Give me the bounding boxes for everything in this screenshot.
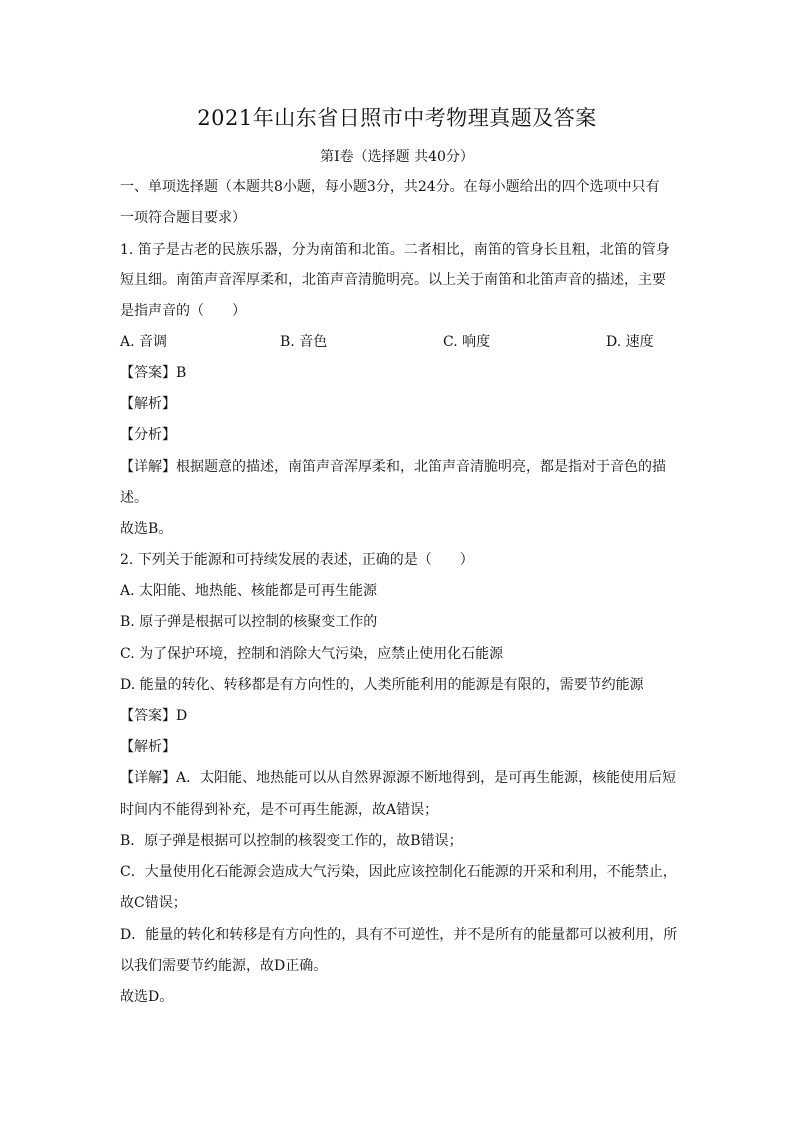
- q2-option-a: A. 太阳能、地热能、核能都是可再生能源: [120, 583, 378, 599]
- q2-conclusion: 故选D。: [120, 989, 174, 1005]
- q2-analysis-label: 【解析】: [120, 739, 176, 755]
- q1-answer: 【答案】B: [120, 365, 187, 381]
- q1-stem-line-1: 1. 笛子是古老的民族乐器，分为南笛和北笛。二者相比，南笛的管身长且粗，北笛的管身: [120, 242, 670, 258]
- q1-options: [120, 332, 680, 352]
- q1-detail-line-2: 述。: [120, 490, 148, 506]
- q2-detail-line-4: C．大量使用化石能源会造成大气污染，因此应该控制化石能源的开采和利用，不能禁止，: [120, 864, 677, 880]
- q1-option-d: D. 速度: [606, 334, 654, 350]
- q2-option-b: B. 原子弹是根据可以控制的核聚变工作的: [120, 614, 378, 630]
- q2-detail-line-6: D．能量的转化和转移是有方向性的，具有不可逆性，并不是所有的能量都可以被利用，所: [120, 927, 678, 943]
- section-heading-line-1: 一、单项选择题（本题共8小题，每小题3分，共24分。在每小题给出的四个选项中只有: [120, 179, 660, 195]
- section-subtitle: 第Ⅰ卷（选择题 共40分）: [320, 149, 474, 165]
- section-heading-line-2: 一项符合题目要求）: [120, 210, 246, 226]
- page-title: 2021年山东省日照市中考物理真题及答案: [197, 106, 597, 130]
- q1-detail-line-1: 【详解】根据题意的描述，南笛声音浑厚柔和，北笛声音清脆明亮，都是指对于音色的描: [120, 459, 666, 475]
- q2-detail-line-7: 以我们需要节约能源，故D正确。: [120, 958, 328, 974]
- q1-option-b: B. 音色: [280, 334, 328, 350]
- q2-detail-line-2: 时间内不能得到补充，是不可再生能源，故A错误；: [120, 802, 439, 818]
- q1-fenxi-label: 【分析】: [120, 427, 176, 443]
- q1-option-a: A. 音调: [120, 334, 168, 350]
- q1-stem-line-2: 短且细。南笛声音浑厚柔和，北笛声音清脆明亮。以上关于南笛和北笛声音的描述，主要: [120, 272, 666, 288]
- q1-conclusion: 故选B。: [120, 521, 173, 537]
- q1-analysis-label: 【解析】: [120, 396, 176, 412]
- q2-detail-line-5: 故C错误；: [120, 895, 187, 911]
- q2-answer: 【答案】D: [120, 708, 188, 724]
- q2-option-d: D. 能量的转化、转移都是有方向性的，人类所能利用的能源是有限的，需要节约能源: [120, 677, 644, 693]
- q1-stem-line-3: 是指声音的（ ）: [120, 303, 246, 319]
- q2-detail-line-1: 【详解】A．太阳能、地热能可以从自然界源源不断地得到，是可再生能源，核能使用后短: [120, 770, 677, 786]
- q2-option-c: C. 为了保护环境，控制和消除大气污染，应禁止使用化石能源: [120, 646, 504, 662]
- q1-option-c: C. 响度: [443, 334, 491, 350]
- q2-detail-line-3: B．原子弹是根据可以控制的核裂变工作的，故B错误；: [120, 833, 463, 849]
- q2-stem: 2. 下列关于能源和可持续发展的表述，正确的是（ ）: [120, 552, 474, 568]
